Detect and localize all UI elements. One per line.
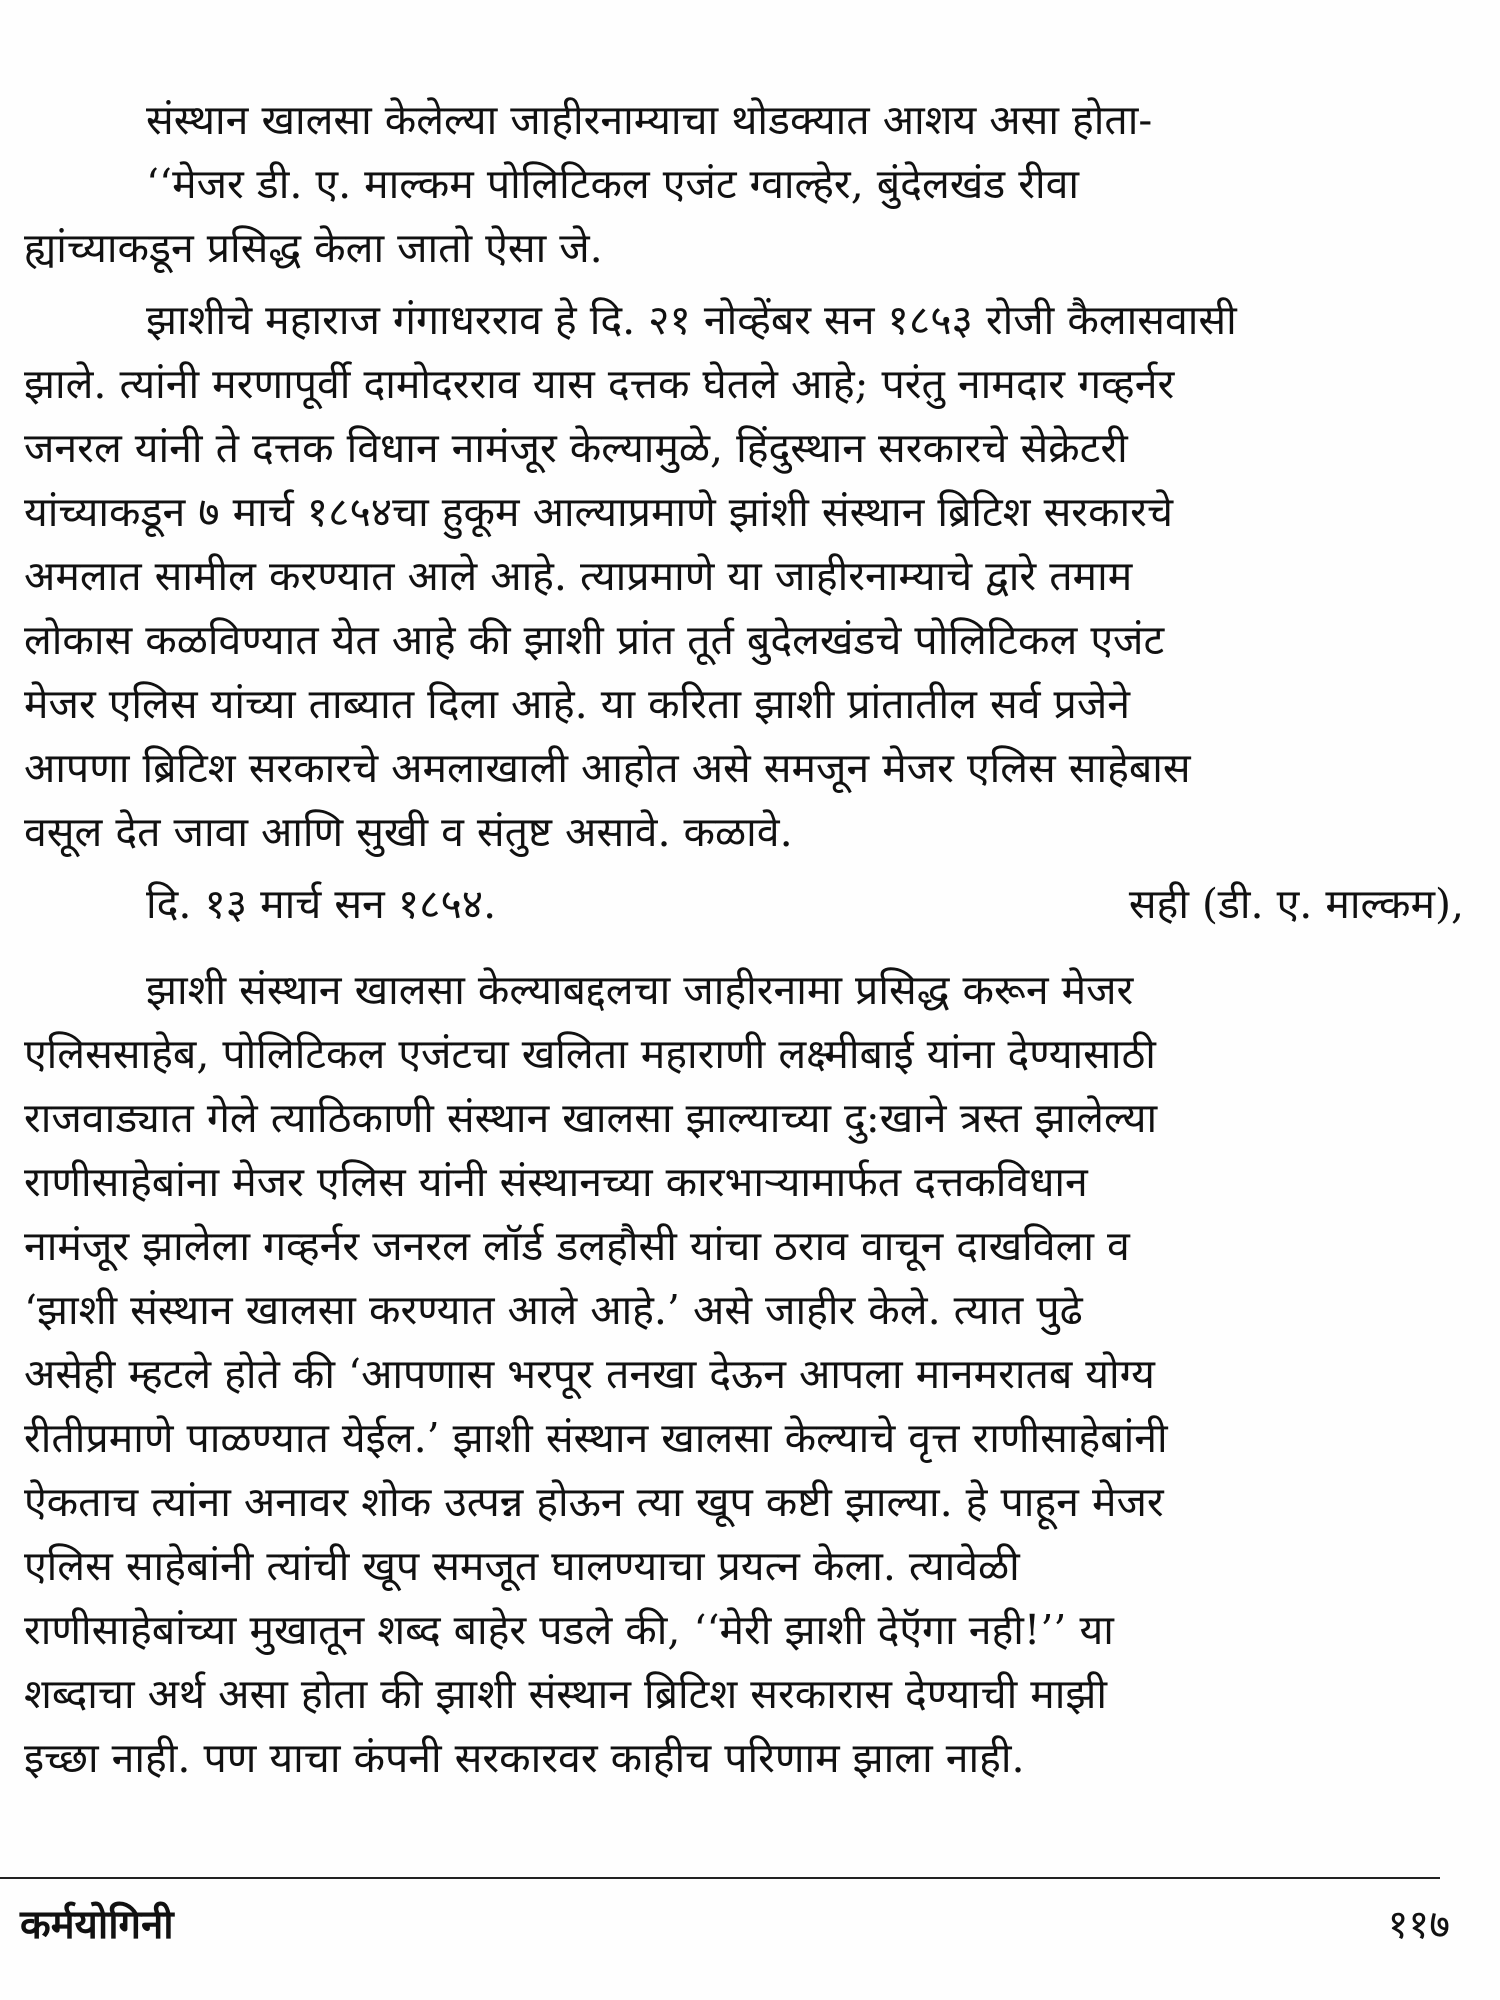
paragraph-2-line-8: आपणा ब्रिटिश सरकारचे अमलाखाली आहोत असे समजून मेजर एलिस साहेबास: [24, 744, 1191, 792]
footer-divider: [0, 1877, 1440, 1879]
book-title: कर्मयोगिनी: [20, 1901, 174, 1948]
paragraph-2-line-2: झाले. त्यांनी मरणापूर्वी दामोदरराव यास दत्तक घेतले आहे; परंतु नामदार गव्हर्नर: [24, 360, 1175, 408]
paragraph-3-line-12: शब्दाचा अर्थ असा होता की झाशी संस्थान ब्रिटिश सरकारास देण्याची माझी: [24, 1670, 1108, 1718]
paragraph-3-line-5: नामंजूर झालेला गव्हर्नर जनरल लॉर्ड डलहौसी यांचा ठराव वाचून दाखविला व: [24, 1222, 1130, 1270]
paragraph-3-line-9: ऐकताच त्यांना अनावर शोक उत्पन्न होऊन त्या खूप कष्टी झाल्या. हे पाहून मेजर: [24, 1478, 1164, 1526]
paragraph-3-line-2: एलिससाहेब, पोलिटिकल एजंटचा खलिता महाराणी लक्ष्मीबाई यांना देण्यासाठी: [24, 1030, 1156, 1078]
paragraph-3-line-10: एलिस साहेबांनी त्यांची खूप समजूत घालण्याचा प्रयत्न केला. त्यावेळी: [24, 1542, 1020, 1590]
paragraph-3-line-6: ‘झाशी संस्थान खालसा करण्यात आले आहे.’ असे जाहीर केले. त्यात पुढे: [24, 1286, 1083, 1334]
paragraph-3-line-11: राणीसाहेबांच्या मुखातून शब्द बाहेर पडले की, ‘‘मेरी झाशी देऍगा नही!’’ या: [24, 1606, 1114, 1654]
page-footer: [20, 1895, 1450, 1955]
page-body: [24, 88, 1474, 1790]
paragraph-1-line-2: ‘‘मेजर डी. ए. माल्कम पोलिटिकल एजंट ग्वाल्हेर, बुंदेलखंड रीवा: [146, 160, 1080, 208]
paragraph-2-line-7: मेजर एलिस यांच्या ताब्यात दिला आहे. या करिता झाशी प्रांतातील सर्व प्रजेने: [24, 680, 1131, 728]
paragraph-2-line-1: झाशीचे महाराज गंगाधरराव हे दि. २१ नोव्हेंबर सन १८५३ रोजी कैलासवासी: [146, 296, 1237, 344]
paragraph-2-line-6: लोकास कळविण्यात येत आहे की झाशी प्रांत तूर्त बुदेलखंडचे पोलिटिकल एजंट: [24, 616, 1165, 664]
signature-line: [24, 872, 1474, 936]
paragraph-2-line-5: अमलात सामील करण्यात आले आहे. त्याप्रमाणे या जाहीरनाम्याचे द्वारे तमाम: [24, 552, 1133, 600]
paragraph-3-line-4: राणीसाहेबांना मेजर एलिस यांनी संस्थानच्या कारभाऱ्यामार्फत दत्तकविधान: [24, 1158, 1088, 1206]
paragraph-2-line-9: वसूल देत जावा आणि सुखी व संतुष्ट असावे. कळावे.: [24, 808, 793, 856]
paragraph-2-line-3: जनरल यांनी ते दत्तक विधान नामंजूर केल्यामुळे, हिंदुस्थान सरकारचे सेक्रेटरी: [24, 424, 1128, 472]
paragraph-3-line-13: इच्छा नाही. पण याचा कंपनी सरकारवर काहीच परिणाम झाला नाही.: [24, 1734, 1025, 1782]
paragraph-3-line-1: झाशी संस्थान खालसा केल्याबद्दलचा जाहीरनामा प्रसिद्ध करून मेजर: [146, 966, 1134, 1014]
paragraph-3-line-8: रीतीप्रमाणे पाळण्यात येईल.’ झाशी संस्थान खालसा केल्याचे वृत्त राणीसाहेबांनी: [24, 1414, 1168, 1462]
paragraph-3-line-3: राजवाड्यात गेले त्याठिकाणी संस्थान खालसा झाल्याच्या दु:खाने त्रस्त झालेल्या: [24, 1094, 1158, 1142]
paragraph-1-line-1: संस्थान खालसा केलेल्या जाहीरनाम्याचा थोडक्यात आशय असा होता-: [146, 96, 1153, 144]
signature-date: दि. १३ मार्च सन १८५४.: [146, 880, 497, 928]
paragraph-3-line-7: असेही म्हटले होते की ‘आपणास भरपूर तनखा देऊन आपला मानमरातब योग्य: [24, 1350, 1155, 1398]
page-number: ११७: [1387, 1902, 1450, 1948]
signature-name: सही (डी. ए. माल्कम),: [1128, 880, 1464, 928]
paragraph-2-line-4: यांच्याकडून ७ मार्च १८५४चा हुकूम आल्याप्रमाणे झांशी संस्थान ब्रिटिश सरकारचे: [24, 488, 1173, 536]
paragraph-1-line-3: ह्यांच्याकडून प्रसिद्ध केला जातो ऐसा जे.: [24, 224, 603, 272]
